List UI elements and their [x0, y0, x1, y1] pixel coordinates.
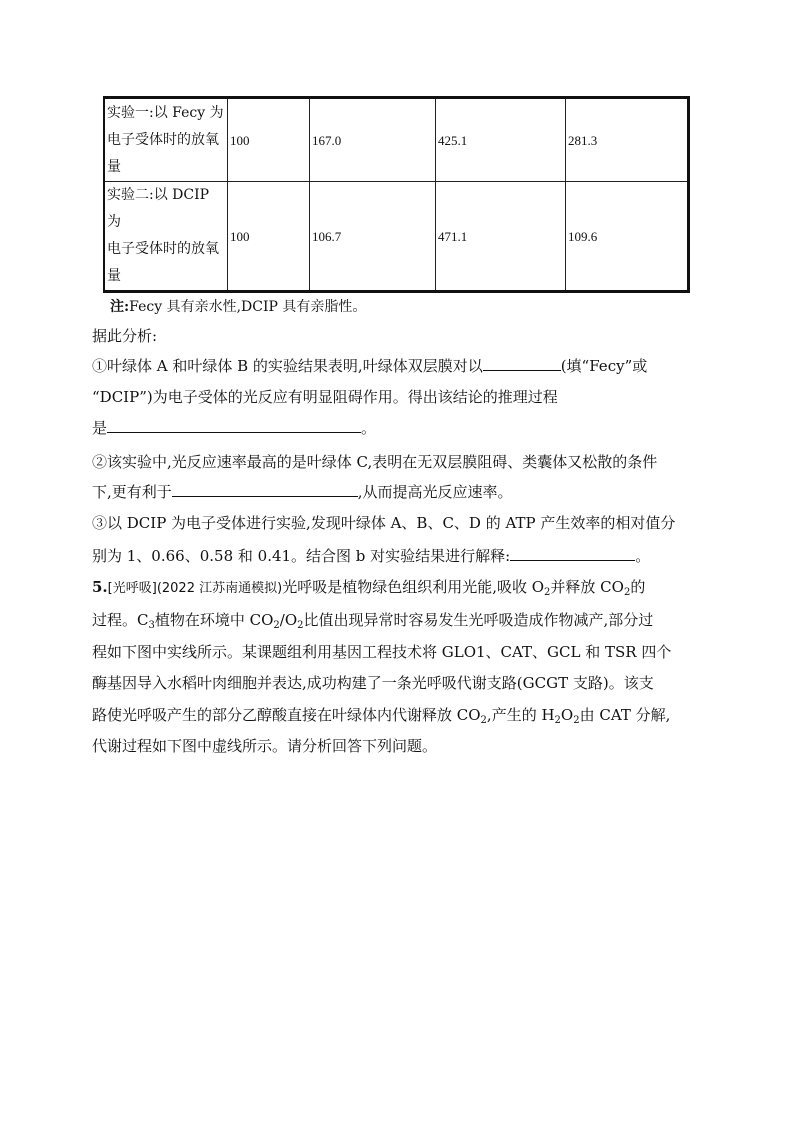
question-5-line-4: 酶基因导入水稻叶肉细胞并表达,成功构建了一条光呼吸代谢支路(GCGT 支路)。该支 [92, 674, 654, 692]
question-5-line-6: 代谢过程如下图中虚线所示。请分析回答下列问题。 [92, 737, 438, 755]
question-3-line-1: ③以 DCIP 为电子受体进行实验,发现叶绿体 A、B、C、D 的 ATP 产生效率的相对值分 [92, 514, 676, 532]
table-cell: 471.1 [436, 182, 566, 292]
row-label-line: 量 [107, 268, 121, 284]
table-cell: 281.3 [566, 98, 689, 182]
answer-blank[interactable] [510, 546, 635, 561]
table-cell: 109.6 [566, 182, 689, 292]
row-label-line: 实验一:以 Fecy 为 [107, 104, 224, 121]
question-5-line-1: 5.[光呼吸](2022 江苏南通模拟)光呼吸是植物绿色组织利用光能,吸收 $O_2$并释放 $CO_2$的 [92, 578, 646, 598]
answer-blank[interactable] [107, 418, 361, 433]
question-5-line-3: 程如下图中实线所示。某课题组利用基因工程技术将 GLO1、CAT、GCL 和 TSR 四个 [92, 643, 672, 661]
question-2-line-2: 下,更有利于 ,从而提高光反应速率。 [92, 483, 513, 501]
oxygen-release-table [103, 96, 690, 293]
question-1-line-3: 是 。 [92, 419, 377, 437]
note-prefix: 注: [110, 299, 130, 315]
question-source-tag: [光呼吸](2022 江苏南通模拟) [107, 581, 283, 596]
question-5-line-2: 过程。$C_3$植物在环境中 $CO_2/O_2$比值出现异常时容易发生光呼吸造成作物减产,部分过 [92, 611, 654, 631]
row-label-line: 实验二:以 DCIP 为 [107, 187, 210, 230]
table-row [104, 182, 689, 292]
row-label-line: 电子受体时的放氧 [107, 131, 219, 148]
table-row [104, 98, 689, 182]
question-1-line-1: ①叶绿体 A 和叶绿体 B 的实验结果表明,叶绿体双层膜对以 (填“Fecy”或 [92, 357, 648, 375]
answer-blank[interactable] [483, 356, 561, 371]
question-5-line-5: 路使光呼吸产生的部分乙醇酸直接在叶绿体内代谢释放 $CO_2$,产生的 $H_2O_2$由 CAT 分解, [92, 706, 671, 726]
table-note [110, 297, 366, 317]
row-label [104, 98, 228, 182]
table-cell: 106.7 [310, 182, 436, 292]
question-3-line-2: 别为 1、0.66、0.58 和 0.41。结合图 b 对实验结果进行解释: 。 [92, 547, 651, 565]
question-1-line-2: “DCIP”)为电子受体的光反应有明显阻碍作用。得出该结论的推理过程 [92, 388, 558, 406]
table-cell: 167.0 [310, 98, 436, 182]
row-label-line: 电子受体时的放氧 [107, 241, 219, 257]
question-number: 5. [92, 578, 108, 596]
note-text: Fecy 具有亲水性,DCIP 具有亲脂性。 [129, 299, 367, 315]
row-label-line: 量 [107, 158, 121, 175]
table-cell: 100 [228, 98, 310, 182]
answer-blank[interactable] [172, 482, 358, 497]
table-cell: 100 [228, 182, 310, 292]
analysis-intro: 据此分析: [92, 327, 158, 345]
question-2-line-1: ②该实验中,光反应速率最高的是叶绿体 C,表明在无双层膜阻碍、类囊体又松散的条件 [92, 453, 658, 471]
row-label [104, 182, 228, 292]
table-cell: 425.1 [436, 98, 566, 182]
